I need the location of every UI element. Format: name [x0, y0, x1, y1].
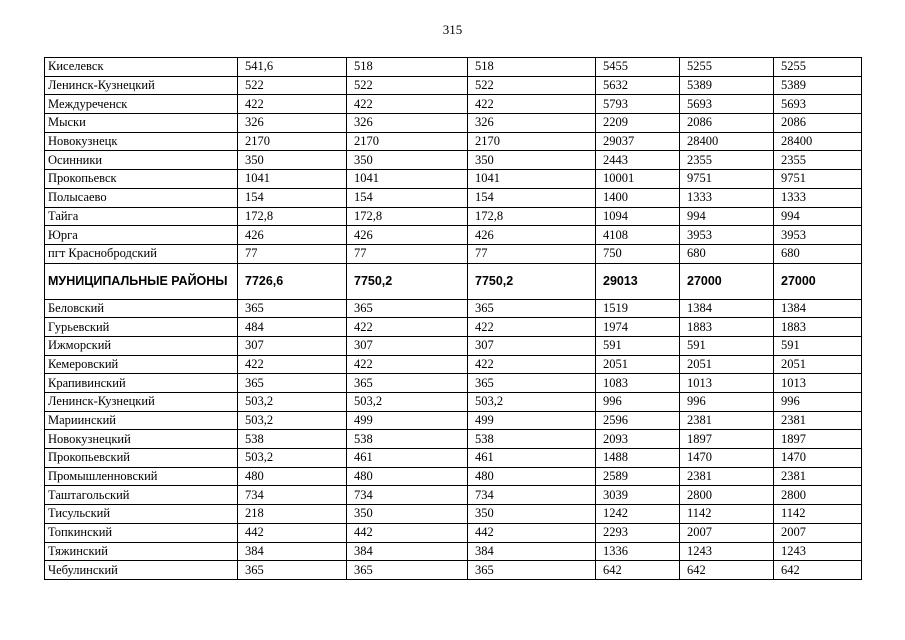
- table-row: [45, 336, 862, 355]
- value-cell: 5693: [774, 95, 862, 114]
- value-cell: 1083: [596, 374, 680, 393]
- value-cell: 2170: [468, 132, 596, 151]
- value-cell: 642: [680, 561, 774, 580]
- value-cell: 307: [238, 336, 347, 355]
- value-cell: 461: [347, 449, 468, 468]
- value-cell: 1400: [596, 188, 680, 207]
- value-cell: 154: [468, 188, 596, 207]
- value-cell: 499: [347, 411, 468, 430]
- value-cell: 422: [238, 355, 347, 374]
- row-name-cell: Тисульский: [45, 505, 238, 524]
- value-cell: 172,8: [238, 207, 347, 226]
- value-cell: 1384: [680, 299, 774, 318]
- row-name-cell: Гурьевский: [45, 318, 238, 337]
- value-cell: 996: [596, 393, 680, 412]
- value-cell: 1242: [596, 505, 680, 524]
- table-body: [45, 58, 862, 580]
- value-cell: 518: [468, 58, 596, 77]
- value-cell: 680: [680, 244, 774, 263]
- value-cell: 422: [347, 318, 468, 337]
- row-name-cell: Киселевск: [45, 58, 238, 77]
- value-cell: 734: [347, 486, 468, 505]
- table-row: [45, 95, 862, 114]
- table-row: [45, 170, 862, 189]
- value-cell: 7750,2: [468, 263, 596, 299]
- value-cell: 1094: [596, 207, 680, 226]
- value-cell: 77: [468, 244, 596, 263]
- table-row: [45, 318, 862, 337]
- value-cell: 172,8: [468, 207, 596, 226]
- value-cell: 350: [238, 151, 347, 170]
- value-cell: 2381: [774, 467, 862, 486]
- value-cell: 5255: [680, 58, 774, 77]
- value-cell: 1013: [774, 374, 862, 393]
- value-cell: 442: [238, 523, 347, 542]
- value-cell: 480: [468, 467, 596, 486]
- value-cell: 350: [347, 505, 468, 524]
- value-cell: 1013: [680, 374, 774, 393]
- table-row: [45, 486, 862, 505]
- row-name-cell: Таштагольский: [45, 486, 238, 505]
- value-cell: 2209: [596, 114, 680, 133]
- value-cell: 77: [347, 244, 468, 263]
- value-cell: 2381: [680, 467, 774, 486]
- value-cell: 480: [238, 467, 347, 486]
- value-cell: 5389: [680, 76, 774, 95]
- table-row: [45, 226, 862, 245]
- value-cell: 2355: [680, 151, 774, 170]
- value-cell: 1470: [680, 449, 774, 468]
- value-cell: 996: [680, 393, 774, 412]
- value-cell: 172,8: [347, 207, 468, 226]
- value-cell: 642: [774, 561, 862, 580]
- value-cell: 307: [468, 336, 596, 355]
- value-cell: 3953: [774, 226, 862, 245]
- value-cell: 541,6: [238, 58, 347, 77]
- table-row: [45, 374, 862, 393]
- value-cell: 365: [468, 299, 596, 318]
- value-cell: 5632: [596, 76, 680, 95]
- row-name-cell: Юрга: [45, 226, 238, 245]
- table-row: [45, 411, 862, 430]
- row-name-cell: Ленинск-Кузнецкий: [45, 76, 238, 95]
- table-row: [45, 561, 862, 580]
- value-cell: 365: [238, 299, 347, 318]
- row-name-cell: Мариинский: [45, 411, 238, 430]
- value-cell: 77: [238, 244, 347, 263]
- value-cell: 218: [238, 505, 347, 524]
- value-cell: 365: [347, 299, 468, 318]
- value-cell: 5693: [680, 95, 774, 114]
- row-name-cell: пгт Краснобродский: [45, 244, 238, 263]
- value-cell: 461: [468, 449, 596, 468]
- value-cell: 994: [774, 207, 862, 226]
- value-cell: 503,2: [238, 393, 347, 412]
- value-cell: 365: [468, 374, 596, 393]
- table-row: [45, 449, 862, 468]
- value-cell: 1336: [596, 542, 680, 561]
- value-cell: 1041: [468, 170, 596, 189]
- value-cell: 422: [468, 318, 596, 337]
- value-cell: 538: [238, 430, 347, 449]
- value-cell: 5455: [596, 58, 680, 77]
- value-cell: 365: [238, 374, 347, 393]
- row-name-cell: Мыски: [45, 114, 238, 133]
- row-name-cell: Крапивинский: [45, 374, 238, 393]
- value-cell: 27000: [680, 263, 774, 299]
- value-cell: 4108: [596, 226, 680, 245]
- value-cell: 384: [347, 542, 468, 561]
- value-cell: 29013: [596, 263, 680, 299]
- value-cell: 350: [468, 151, 596, 170]
- value-cell: 10001: [596, 170, 680, 189]
- value-cell: 994: [680, 207, 774, 226]
- value-cell: 642: [596, 561, 680, 580]
- value-cell: 384: [238, 542, 347, 561]
- value-cell: 734: [468, 486, 596, 505]
- value-cell: 350: [468, 505, 596, 524]
- value-cell: 1142: [680, 505, 774, 524]
- value-cell: 2589: [596, 467, 680, 486]
- value-cell: 1974: [596, 318, 680, 337]
- value-cell: 9751: [680, 170, 774, 189]
- value-cell: 522: [347, 76, 468, 95]
- table-row: [45, 58, 862, 77]
- value-cell: 5255: [774, 58, 862, 77]
- table-row: [45, 244, 862, 263]
- value-cell: 1897: [680, 430, 774, 449]
- value-cell: 422: [347, 95, 468, 114]
- value-cell: 2051: [596, 355, 680, 374]
- value-cell: 2093: [596, 430, 680, 449]
- value-cell: 28400: [774, 132, 862, 151]
- value-cell: 422: [468, 95, 596, 114]
- value-cell: 2596: [596, 411, 680, 430]
- value-cell: 426: [347, 226, 468, 245]
- table-row: [45, 114, 862, 133]
- value-cell: 3953: [680, 226, 774, 245]
- value-cell: 591: [596, 336, 680, 355]
- value-cell: 29037: [596, 132, 680, 151]
- row-name-cell: МУНИЦИПАЛЬНЫЕ РАЙОНЫ: [45, 263, 238, 299]
- value-cell: 503,2: [468, 393, 596, 412]
- value-cell: 2051: [680, 355, 774, 374]
- value-cell: 1519: [596, 299, 680, 318]
- value-cell: 2007: [774, 523, 862, 542]
- value-cell: 734: [238, 486, 347, 505]
- value-cell: 1041: [238, 170, 347, 189]
- value-cell: 522: [468, 76, 596, 95]
- value-cell: 591: [774, 336, 862, 355]
- value-cell: 326: [238, 114, 347, 133]
- value-cell: 2443: [596, 151, 680, 170]
- value-cell: 522: [238, 76, 347, 95]
- table-row: [45, 299, 862, 318]
- value-cell: 28400: [680, 132, 774, 151]
- row-name-cell: Полысаево: [45, 188, 238, 207]
- value-cell: 422: [347, 355, 468, 374]
- row-name-cell: Топкинский: [45, 523, 238, 542]
- table-row: [45, 430, 862, 449]
- table-row: [45, 523, 862, 542]
- value-cell: 1384: [774, 299, 862, 318]
- value-cell: 750: [596, 244, 680, 263]
- value-cell: 538: [468, 430, 596, 449]
- table-row: [45, 132, 862, 151]
- value-cell: 350: [347, 151, 468, 170]
- value-cell: 1333: [774, 188, 862, 207]
- value-cell: 503,2: [347, 393, 468, 412]
- value-cell: 1883: [680, 318, 774, 337]
- value-cell: 2086: [680, 114, 774, 133]
- value-cell: 538: [347, 430, 468, 449]
- row-name-cell: Тяжинский: [45, 542, 238, 561]
- value-cell: 326: [468, 114, 596, 133]
- value-cell: 1883: [774, 318, 862, 337]
- value-cell: 2381: [774, 411, 862, 430]
- value-cell: 591: [680, 336, 774, 355]
- value-cell: 2800: [774, 486, 862, 505]
- row-name-cell: Новокузнецкий: [45, 430, 238, 449]
- value-cell: 426: [238, 226, 347, 245]
- row-name-cell: Чебулинский: [45, 561, 238, 580]
- value-cell: 2355: [774, 151, 862, 170]
- value-cell: 422: [238, 95, 347, 114]
- value-cell: 154: [347, 188, 468, 207]
- page-number: 315: [442, 22, 463, 37]
- table-row: [45, 393, 862, 412]
- table-row: [45, 505, 862, 524]
- table-row: [45, 188, 862, 207]
- table-row: [45, 467, 862, 486]
- value-cell: 442: [468, 523, 596, 542]
- value-cell: 2800: [680, 486, 774, 505]
- value-cell: 27000: [774, 263, 862, 299]
- value-cell: 1142: [774, 505, 862, 524]
- row-name-cell: Междуреченск: [45, 95, 238, 114]
- value-cell: 2381: [680, 411, 774, 430]
- value-cell: 480: [347, 467, 468, 486]
- row-name-cell: Прокопьевск: [45, 170, 238, 189]
- value-cell: 154: [238, 188, 347, 207]
- value-cell: 384: [468, 542, 596, 561]
- value-cell: 422: [468, 355, 596, 374]
- value-cell: 365: [468, 561, 596, 580]
- table-row: [45, 355, 862, 374]
- value-cell: 1041: [347, 170, 468, 189]
- value-cell: 307: [347, 336, 468, 355]
- value-cell: 503,2: [238, 411, 347, 430]
- value-cell: 1470: [774, 449, 862, 468]
- value-cell: 365: [347, 561, 468, 580]
- value-cell: 2170: [347, 132, 468, 151]
- value-cell: 442: [347, 523, 468, 542]
- row-name-cell: Новокузнецк: [45, 132, 238, 151]
- value-cell: 499: [468, 411, 596, 430]
- value-cell: 1243: [774, 542, 862, 561]
- table-row: [45, 76, 862, 95]
- row-name-cell: Ленинск-Кузнецкий: [45, 393, 238, 412]
- row-name-cell: Тайга: [45, 207, 238, 226]
- data-table: [44, 57, 862, 580]
- value-cell: 2170: [238, 132, 347, 151]
- value-cell: 3039: [596, 486, 680, 505]
- value-cell: 7750,2: [347, 263, 468, 299]
- value-cell: 7726,6: [238, 263, 347, 299]
- row-name-cell: Промышленновский: [45, 467, 238, 486]
- row-name-cell: Осинники: [45, 151, 238, 170]
- value-cell: 5793: [596, 95, 680, 114]
- value-cell: 5389: [774, 76, 862, 95]
- value-cell: 1897: [774, 430, 862, 449]
- row-name-cell: Ижморский: [45, 336, 238, 355]
- row-name-cell: Прокопьевский: [45, 449, 238, 468]
- value-cell: 1243: [680, 542, 774, 561]
- value-cell: 1488: [596, 449, 680, 468]
- value-cell: 426: [468, 226, 596, 245]
- value-cell: 365: [347, 374, 468, 393]
- value-cell: 996: [774, 393, 862, 412]
- value-cell: 1333: [680, 188, 774, 207]
- table-row: [45, 151, 862, 170]
- value-cell: 2007: [680, 523, 774, 542]
- value-cell: 518: [347, 58, 468, 77]
- table-row: [45, 207, 862, 226]
- value-cell: 484: [238, 318, 347, 337]
- value-cell: 365: [238, 561, 347, 580]
- value-cell: 503,2: [238, 449, 347, 468]
- value-cell: 2086: [774, 114, 862, 133]
- row-name-cell: Кемеровский: [45, 355, 238, 374]
- value-cell: 2051: [774, 355, 862, 374]
- value-cell: 326: [347, 114, 468, 133]
- value-cell: 2293: [596, 523, 680, 542]
- table-row-summary: [45, 263, 862, 299]
- value-cell: 9751: [774, 170, 862, 189]
- row-name-cell: Беловский: [45, 299, 238, 318]
- table-row: [45, 542, 862, 561]
- value-cell: 680: [774, 244, 862, 263]
